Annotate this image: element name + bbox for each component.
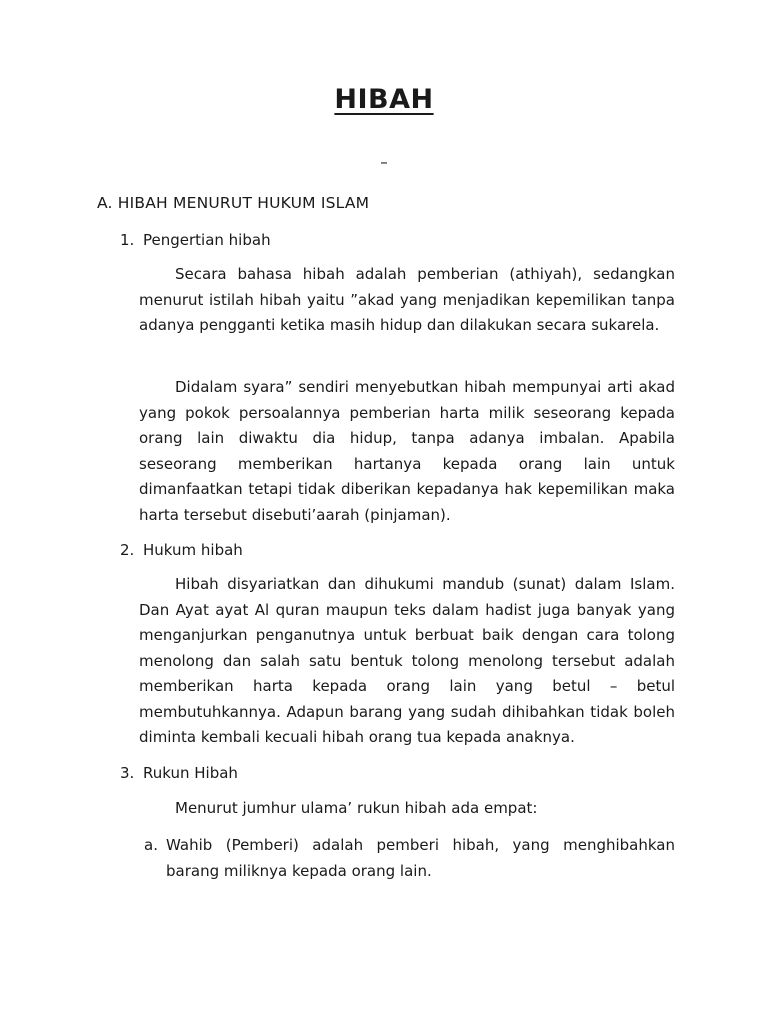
item-3-intro: Menurut jumhur ulama’ rukun hibah ada empat: — [175, 799, 538, 817]
subitem-a-letter: a. — [144, 836, 158, 854]
section-heading-a: A. HIBAH MENURUT HUKUM ISLAM — [97, 194, 370, 212]
item-1-number: 1. — [120, 231, 135, 249]
item-3-number: 3. — [120, 764, 135, 782]
subitem-a-text: Wahib (Pemberi) adalah pemberi hibah, yang menghibahkan barang miliknya kepada orang lain. — [166, 836, 675, 880]
item-2-paragraph-1: Hibah disyariatkan dan dihukumi mandub (sunat) dalam Islam. Dan Ayat ayat Al quran maupun teks dalam hadist juga banyak yang menganjurkan penganutnya untuk berbuat baik dengan cara tolong menolong dan salah satu bentuk tolong menolong tersebut adalah memberikan harta kepada orang lain yang betul – betul membutuhkannya. Adapun barang yang sudah dihibahkan tidak boleh diminta kembali kecuali hibah orang tua kepada anaknya. — [139, 575, 675, 746]
item-1-paragraph-2: Didalam syara” sendiri menyebutkan hibah mempunyai arti akad yang pokok persoalannya pemberian harta milik seseorang kepada orang lain diwaktu dia hidup, tanpa adanya imbalan. Apabila seseorang memberikan hartanya kepada orang lain untuk dimanfaatkan tetapi tidak diberikan kepadanya hak kepemilikan maka harta tersebut disebuti’aarah (pinjaman). — [139, 378, 675, 524]
item-2-heading — [120, 541, 243, 559]
item-3-label: Rukun Hibah — [143, 764, 238, 782]
title-dash: – — [380, 153, 388, 171]
item-2-label: Hukum hibah — [143, 541, 243, 559]
item-1-paragraph-1: Secara bahasa hibah adalah pemberian (athiyah), sedangkan menurut istilah hibah yaitu ”akad yang menjadikan kepemilikan tanpa adanya pengganti ketika masih hidup dan dilakukan secara sukarela. — [139, 265, 675, 334]
document-title: HIBAH — [334, 84, 434, 115]
subitem-a — [144, 832, 675, 884]
item-1-label: Pengertian hibah — [143, 231, 271, 249]
item-1-heading — [120, 231, 271, 249]
item-3-heading — [120, 764, 238, 782]
item-2-number: 2. — [120, 541, 135, 559]
